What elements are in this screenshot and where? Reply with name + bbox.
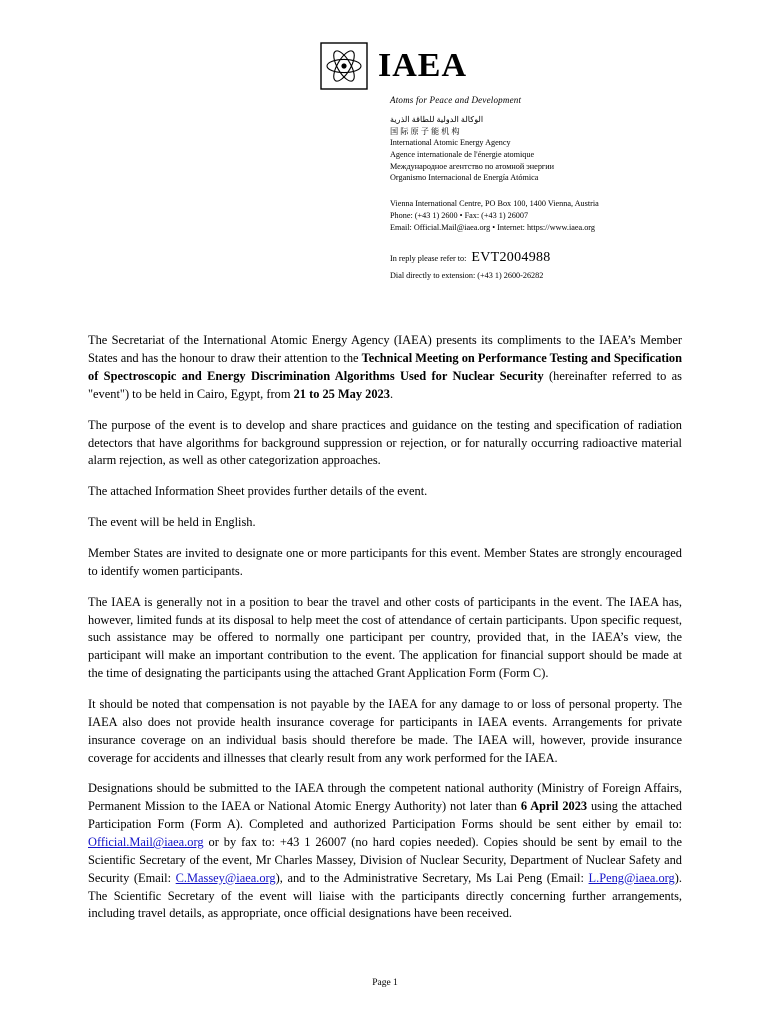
iaea-wordmark: IAEA	[378, 47, 468, 84]
contact-phone-fax: Phone: (+43 1) 2600 • Fax: (+43 1) 26007	[390, 211, 529, 221]
scientific-secretary-email-link[interactable]: C.Massey@iaea.org	[175, 870, 276, 885]
org-name-ru: Международное агентство по атомной энергии	[390, 161, 555, 171]
reference-block	[390, 247, 770, 283]
letterhead	[0, 0, 770, 282]
paragraph-7: It should be noted that compensation is not payable by the IAEA for any damage to or loss of personal property. The IAEA also does not provide health insurance coverage for participants in IAEA events. Arrangements for private insurance coverage on an individual basis should therefore be made. The IAEA will, however, provide insurance coverage for accidents and illnesses that clearly result from any work performed for the IAEA.	[88, 697, 682, 765]
paragraph-5: Member States are invited to designate one or more participants for this event. Member States are strongly encouraged to identify women participants.	[88, 545, 682, 578]
reference-label: In reply please refer to:	[390, 253, 467, 263]
p8-part-a: Designations should be submitted to the IAEA through the competent national authority (Ministry of Foreign Affairs, Permanent Mission to the IAEA or National Atomic Energy Authority) not later than	[88, 781, 682, 814]
paragraph-1	[88, 332, 682, 403]
p1-event-title: Technical Meeting on Performance Testing and Specification of Spectroscopic and Energy Discrimination Algorithms Used for Nuclear Security	[88, 351, 683, 383]
org-name-zh: 国 际 原 子 能 机 构	[390, 126, 460, 136]
page-number: Page 1	[372, 978, 398, 988]
paragraph-6: The IAEA is generally not in a position to bear the travel and other costs of participants in the event. The IAEA has, however, limited funds at its disposal to help meet the cost of attendance of certain participants. Upon specific request, such assistance may be offered to normally one participant per country, provided that, in the IAEA’s view, the participant will make an important contribution to the event. The application for financial support should be made at the time of designating the participants using the attached Grant Application Form (Form C).	[88, 594, 682, 681]
official-mail-link[interactable]: Official.Mail@iaea.org	[88, 835, 204, 850]
contact-email-internet: Email: Official.Mail@iaea.org • Internet: https://www.iaea.org	[390, 223, 595, 233]
paragraph-8	[88, 780, 682, 923]
extension-line: Dial directly to extension: (+43 1) 2600-26282	[390, 271, 544, 281]
p8-part-b: using the attached Participation Form (Form A). Completed and authorized Participation Forms should be sent either by email to:	[88, 799, 683, 832]
paragraph-3: The attached Information Sheet provides further details of the event.	[88, 484, 428, 499]
contact-block	[390, 198, 770, 235]
paragraph-4: The event will be held in English.	[88, 515, 256, 530]
p8-part-d: ), and to the Administrative Secretary, Ms Lai Peng (Email:	[275, 870, 589, 885]
p1-part-c: .	[389, 386, 394, 401]
reference-value: EVT2004988	[471, 249, 551, 265]
contact-address: Vienna International Centre, PO Box 100, 1400 Vienna, Austria	[390, 198, 599, 208]
administrative-secretary-email-link[interactable]: L.Peng@iaea.org	[588, 870, 675, 885]
p1-part-b: (hereinafter referred to as "event") to be held in Cairo, Egypt, from	[88, 368, 682, 401]
reference-line	[390, 247, 770, 269]
org-name-en: International Atomic Energy Agency	[390, 138, 511, 148]
org-name-es: Organismo Internacional de Energía Atómica	[390, 173, 539, 183]
iaea-logo	[320, 42, 770, 90]
paragraph-2: The purpose of the event is to develop and share practices and guidance on the testing and specification of radiation detectors that have algorithms for background suppression or rejection, or for naturally occurring radioactive material alarm rejection, as well as other categorization approaches.	[88, 417, 682, 468]
org-name-fr: Agence internationale de l'énergie atomique	[390, 149, 535, 159]
p1-part-a: The Secretariat of the International Atomic Energy Agency (IAEA) presents its compliments to the IAEA’s Member States and has the honour to draw their attention to the	[88, 333, 682, 366]
letter-body	[88, 282, 682, 923]
page-footer	[0, 978, 770, 988]
org-name-ar: الوكالة الدولية للطاقة الذرية	[390, 115, 484, 124]
org-names-block	[390, 114, 770, 184]
p1-event-dates: 21 to 25 May 2023	[293, 386, 390, 401]
atom-logo-icon	[320, 42, 368, 90]
iaea-tagline: Atoms for Peace and Development	[390, 95, 522, 105]
p8-deadline-date: 6 April 2023	[520, 799, 588, 814]
p8-part-e: ). The Scientific Secretary of the event will liaise with the participants directly concerning further arrangements, including travel details, as appropriate, once official designations have been received.	[88, 870, 682, 921]
p8-part-c: or by fax to: +43 1 26007 (no hard copies needed). Copies should be sent by email to the Scientific Secretary of the event, Mr Charles Massey, Division of Nuclear Security, Department of Nuclear Safety and Security (Email:	[88, 835, 682, 885]
